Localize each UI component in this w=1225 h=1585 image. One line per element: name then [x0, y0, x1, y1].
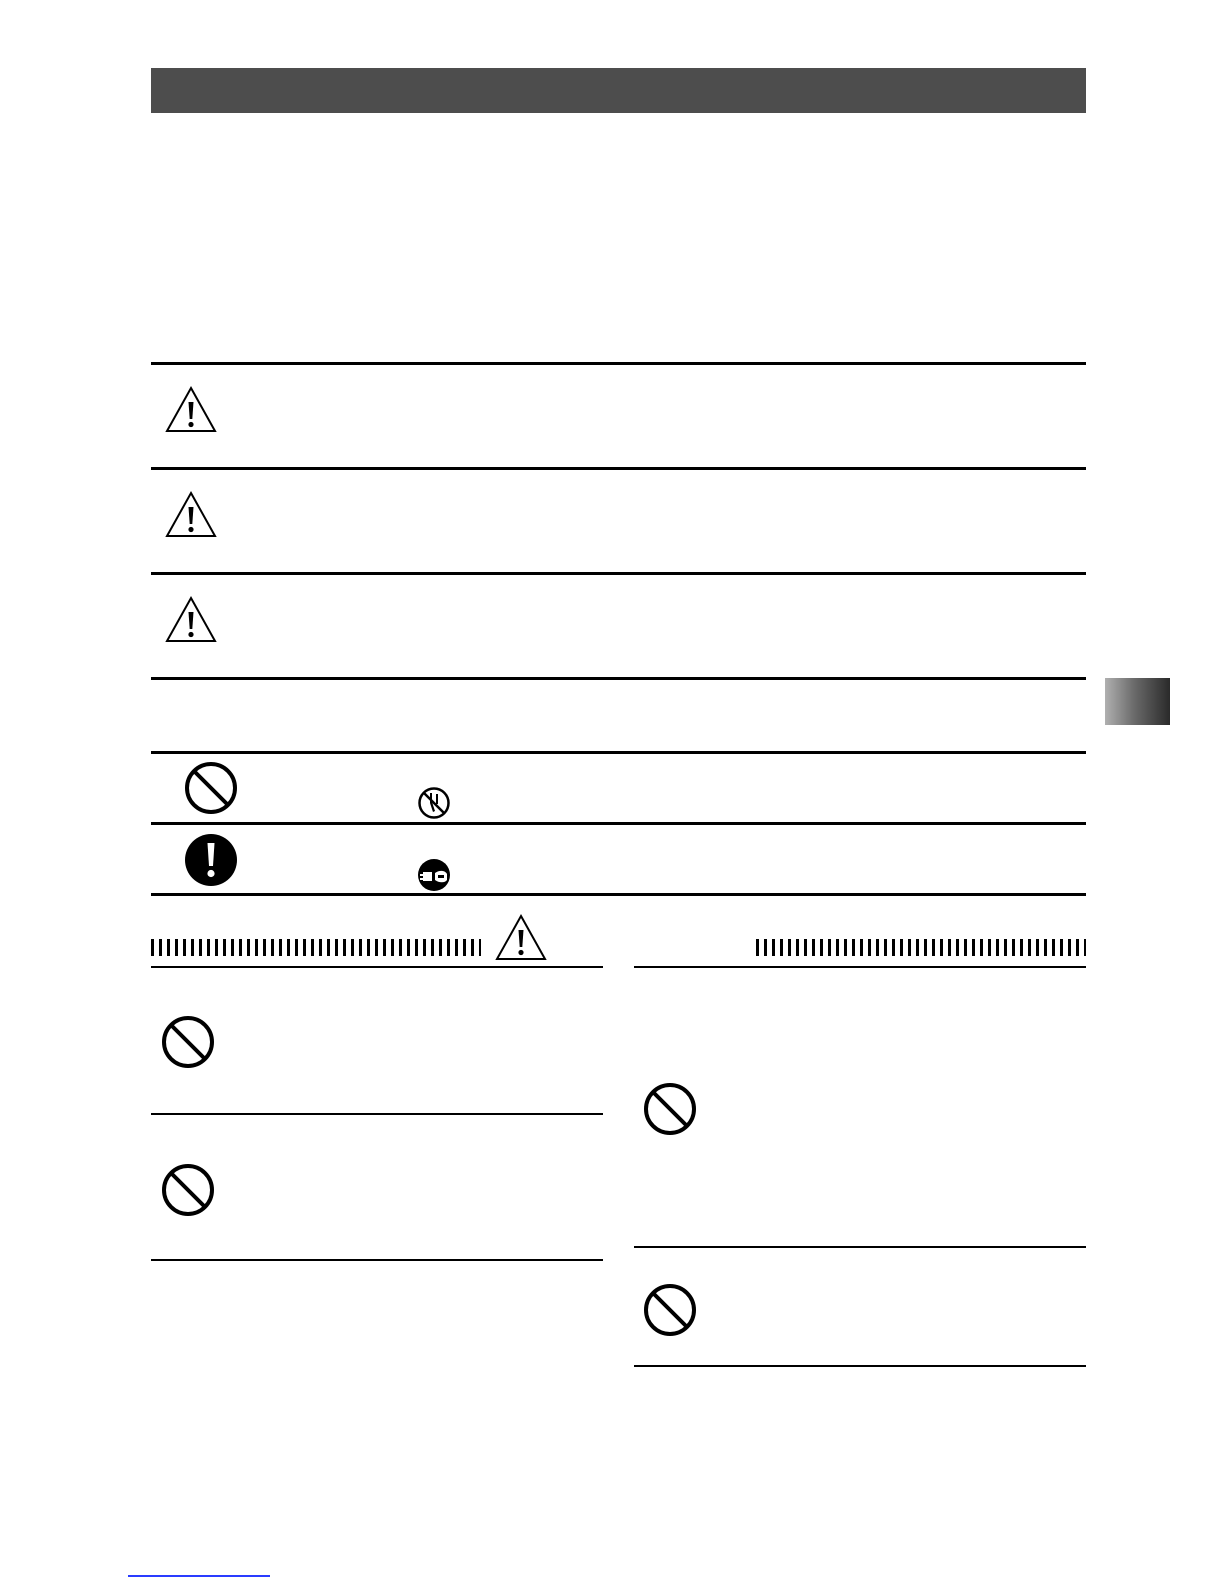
section-header-bar — [151, 68, 1086, 113]
column-header-stripe — [151, 939, 481, 956]
table-rule — [151, 677, 1086, 680]
warning-triangle-icon — [494, 913, 548, 963]
no-disassembly-icon — [417, 786, 451, 820]
table-rule — [151, 751, 1086, 754]
prohibition-icon — [184, 761, 238, 815]
prohibition-icon — [643, 1082, 697, 1136]
warning-triangle-icon — [164, 385, 218, 435]
column-rule — [151, 966, 603, 968]
footer-link-underline[interactable] — [128, 1575, 270, 1577]
warning-triangle-icon — [164, 595, 218, 645]
table-rule — [151, 467, 1086, 470]
column-rule — [151, 1259, 603, 1261]
table-rule — [151, 572, 1086, 575]
table-rule — [151, 822, 1086, 825]
column-rule — [634, 1246, 1086, 1248]
chapter-thumb-tab — [1105, 678, 1170, 725]
mandatory-icon — [184, 833, 238, 887]
column-rule — [151, 1113, 603, 1115]
prohibition-icon — [161, 1015, 215, 1069]
column-rule — [634, 1365, 1086, 1367]
table-rule — [151, 362, 1086, 365]
column-header-stripe — [756, 939, 1086, 956]
prohibition-icon — [643, 1283, 697, 1337]
prohibition-icon — [161, 1163, 215, 1217]
column-rule — [634, 966, 1086, 968]
table-rule — [151, 893, 1086, 896]
warning-triangle-icon — [164, 490, 218, 540]
unplug-icon — [417, 858, 451, 892]
